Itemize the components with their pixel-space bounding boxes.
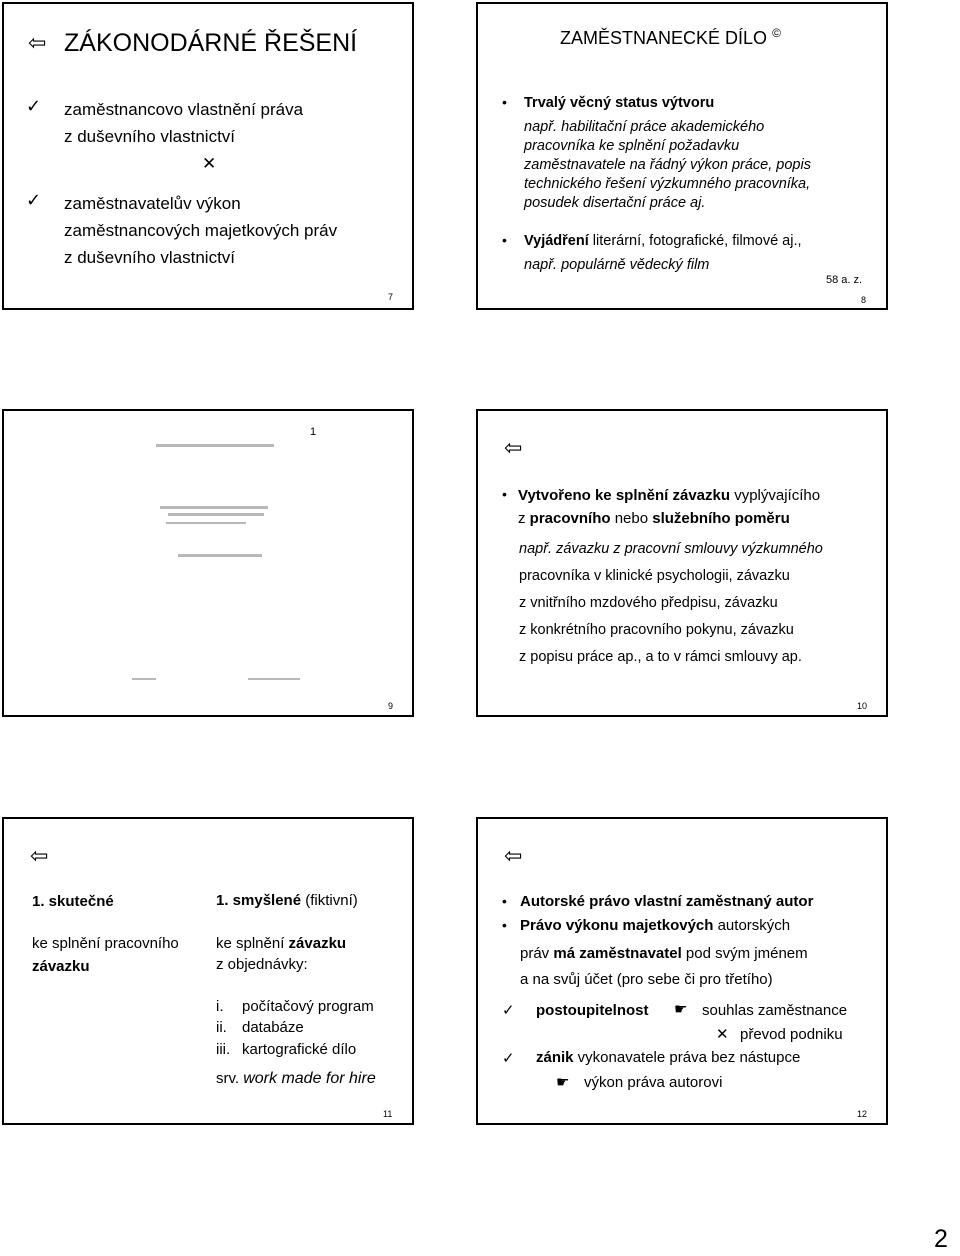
slide-7 xyxy=(2,2,414,310)
condition-text: souhlas zaměstnance xyxy=(702,1002,848,1019)
list-item-text: kartografické dílo xyxy=(242,1041,357,1058)
example-line: např. závazku z pracovní smlouvy výzkumného xyxy=(519,541,823,557)
list-item-text: databáze xyxy=(242,1019,304,1036)
example-line: pracovníka v klinické psychologii, závazku xyxy=(519,568,790,584)
item-line: zaměstnavatelův výkon xyxy=(64,194,241,213)
check-icon: ✓ xyxy=(26,190,42,210)
list-item-number: iii. xyxy=(216,1041,231,1058)
bullet-text: Právo výkonu majetkových autorských xyxy=(520,917,791,934)
condition-text: postoupitelnost xyxy=(536,1002,649,1019)
example-line: např. habilitační práce akademického xyxy=(524,119,765,135)
example-line: zaměstnavatele na řádný výkon práce, popis xyxy=(524,157,811,173)
hollow-arrow-left-icon: ⇦ xyxy=(504,843,523,868)
cross-icon: ✕ xyxy=(202,154,217,173)
slide-8 xyxy=(476,2,888,310)
bullet-text: Vyjádření literární, fotografické, filmové aj., xyxy=(524,233,802,249)
page-number: 2 xyxy=(934,1225,948,1253)
scanned-document-image xyxy=(4,411,412,715)
scan-mark: 1 xyxy=(310,426,317,438)
column-heading: 1. skutečné xyxy=(32,893,114,910)
item-line: zaměstnancovo vlastnění práva xyxy=(64,100,304,119)
bullet-icon: • xyxy=(502,486,507,502)
slide-12 xyxy=(476,817,888,1125)
column-line: z objednávky: xyxy=(216,956,308,973)
slide-title: ZAMĚSTNANECKÉ DÍLO © xyxy=(560,26,781,48)
condition-subtext: převod podniku xyxy=(740,1026,843,1043)
citation: 58 a. z. xyxy=(826,274,863,286)
slide-number: 7 xyxy=(388,292,394,302)
list-item-number: ii. xyxy=(216,1019,227,1036)
column-line: ke splnění závazku xyxy=(216,935,347,952)
example-line: posudek disertační práce aj. xyxy=(524,195,706,211)
example-line: z vnitřního mzdového předpisu, závazku xyxy=(519,595,778,611)
slide-title: ZÁKONODÁRNÉ ŘEŠENÍ xyxy=(64,29,358,57)
slide-number: 12 xyxy=(857,1109,868,1119)
hollow-arrow-left-icon: ⇦ xyxy=(504,435,523,460)
list-item-number: i. xyxy=(216,998,224,1015)
bullet-icon: • xyxy=(502,917,507,933)
bullet-text: Autorské právo vlastní zaměstnaný autor xyxy=(520,893,814,910)
hollow-arrow-left-icon: ⇦ xyxy=(28,30,47,55)
pointing-hand-icon: ☛ xyxy=(674,1001,688,1018)
item-line: z duševního vlastnictví xyxy=(64,248,236,267)
slide-9 xyxy=(2,409,414,717)
example-line: pracovníka ke splnění požadavku xyxy=(524,138,740,154)
bullet-text: a na svůj účet (pro sebe či pro třetího) xyxy=(520,971,773,988)
column-heading: 1. smyšlené (fiktivní) xyxy=(216,892,358,909)
item-line: zaměstnancových majetkových práv xyxy=(64,221,338,240)
pointing-hand-icon: ☛ xyxy=(556,1074,570,1091)
cross-icon: ✕ xyxy=(716,1026,729,1043)
slide-number: 8 xyxy=(861,295,867,305)
bullet-text: Vytvořeno ke splnění závazku vyplývajícího xyxy=(518,487,821,504)
see-also-note: srv. work made for hire xyxy=(216,1070,376,1087)
bullet-icon: • xyxy=(502,232,507,248)
list-item-text: počítačový program xyxy=(242,998,374,1015)
copyright-icon: © xyxy=(772,26,781,40)
bullet-text: práv má zaměstnavatel pod svým jménem xyxy=(520,945,808,962)
bullet-icon: • xyxy=(502,893,507,909)
bullet-icon: • xyxy=(502,94,507,110)
item-line: z duševního vlastnictví xyxy=(64,127,236,146)
slide-number: 9 xyxy=(388,701,394,711)
check-icon: ✓ xyxy=(502,1002,515,1019)
bullet-text: z pracovního nebo služebního poměru xyxy=(518,510,790,527)
slide-number: 10 xyxy=(857,701,868,711)
column-line: závazku xyxy=(32,958,90,975)
check-icon: ✓ xyxy=(502,1050,515,1067)
example-line: např. populárně vědecký film xyxy=(524,257,710,273)
hollow-arrow-left-icon: ⇦ xyxy=(30,843,49,868)
slide-10 xyxy=(476,409,888,717)
bullet-text: Trvalý věcný status výtvoru xyxy=(524,95,715,111)
example-line: z konkrétního pracovního pokynu, závazku xyxy=(519,622,794,638)
check-icon: ✓ xyxy=(26,96,42,116)
slide-11 xyxy=(2,817,414,1125)
example-line: technického řešení výzkumného pracovníka, xyxy=(524,176,811,192)
slide-number: 11 xyxy=(383,1109,393,1119)
condition-subtext: výkon práva autorovi xyxy=(584,1074,723,1091)
column-line: ke splnění pracovního xyxy=(32,935,179,952)
condition-text: zánik vykonavatele práva bez nástupce xyxy=(536,1049,801,1066)
example-line: z popisu práce ap., a to v rámci smlouvy ap. xyxy=(519,649,802,665)
